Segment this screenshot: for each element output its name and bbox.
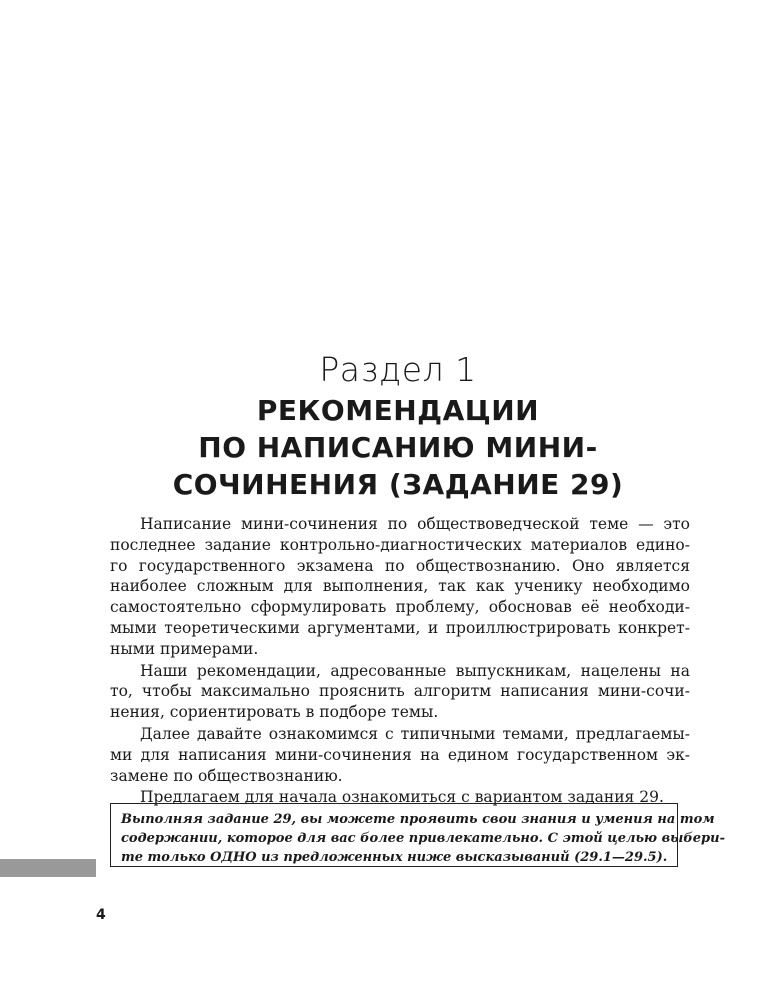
text-line: нения, сориентировать в подборе темы. (110, 703, 439, 722)
title-line: РЕКОМЕНДАЦИИ (256, 394, 540, 427)
text-line: ными примерами. (110, 639, 259, 658)
text-line: Предлагаем для начала ознакомиться с вариантом задания 29. (140, 788, 664, 807)
text-line: Наши рекомендации, адресованные выпускникам, нацелены на (140, 661, 690, 680)
paragraph-topics (110, 724, 690, 786)
page-number: 4 (96, 907, 106, 923)
task-instruction-box (110, 803, 725, 867)
text-line: самостоятельно сформулировать проблему, обосновав её необходи- (110, 598, 690, 617)
chapter-edge-marker (0, 859, 96, 877)
text-line: мыми теоретическими аргументами, и проиллюстрировать конкрет- (110, 618, 690, 637)
text-line: последнее задание контрольно-диагностических материалов едино- (110, 535, 690, 554)
text-line: го государственного экзамена по обществознанию. Оно является (110, 556, 690, 575)
title-line: ПО НАПИСАНИЮ МИНИ- (198, 431, 598, 464)
text-line: Далее давайте ознакомимся с типичными темами, предлагаемы- (140, 724, 690, 743)
text-line: то, чтобы максимально прояснить алгоритм написания мини-сочи- (110, 682, 690, 701)
text-line: наиболее сложным для выполнения, так как ученику необходимо (110, 577, 690, 596)
section-title (0, 392, 759, 503)
task-line: содержании, которое для вас более привлекательно. С этой целью выбери- (121, 831, 725, 846)
body-text (110, 514, 690, 809)
task-line: Выполняя задание 29, вы можете проявить свои знания и умения на том (121, 812, 715, 827)
paragraph-intro (110, 514, 690, 660)
section-label: Раздел 1 (319, 350, 477, 389)
task-line: те только ОДНО из предложенных ниже высказываний (29.1—29.5). (121, 850, 668, 865)
text-line: замене по обществознанию. (110, 766, 343, 785)
paragraph-recommendations (110, 661, 690, 723)
title-line: СОЧИНЕНИЯ (ЗАДАНИЕ 29) (172, 468, 624, 501)
text-line: ми для написания мини-сочинения на едином государственном эк- (110, 745, 690, 764)
text-line: Написание мини-сочинения по обществоведческой теме — это (140, 515, 690, 533)
